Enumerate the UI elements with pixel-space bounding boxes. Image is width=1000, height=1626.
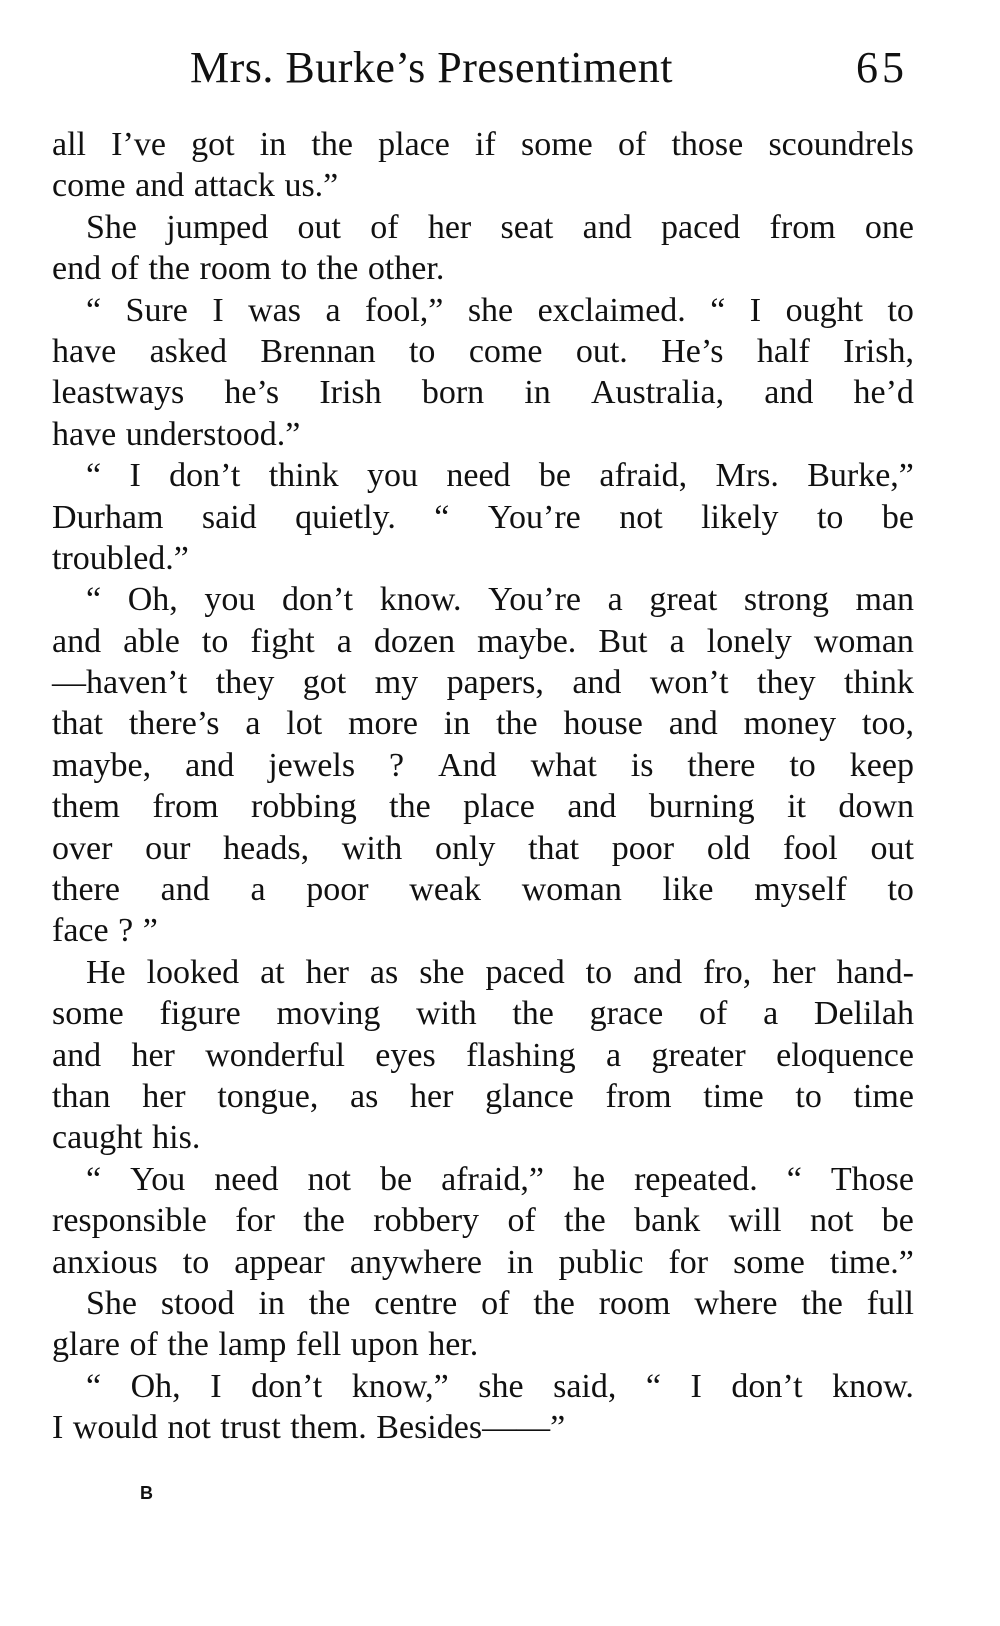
text-line: “ I don’t think you need be afraid, Mrs. Burke,”	[86, 457, 914, 495]
text-line: She stood in the centre of the room where the full	[86, 1284, 914, 1322]
text-line: He looked at her as she paced to and fro, her hand-	[86, 953, 914, 991]
text-line: that there’s a lot more in the house and money too,	[52, 705, 914, 743]
page-header	[0, 42, 1000, 102]
text-line: come and attack us.”	[52, 167, 339, 205]
text-line: there and a poor weak woman like myself to	[52, 871, 914, 909]
text-line: and her wonderful eyes flashing a greater eloquence	[52, 1036, 914, 1074]
text-line: have understood.”	[52, 415, 301, 453]
page-number: 65	[856, 43, 908, 92]
text-line: face ? ”	[52, 912, 158, 950]
text-line: responsible for the robbery of the bank will not be	[52, 1202, 914, 1240]
text-line: than her tongue, as her glance from time to time	[52, 1077, 914, 1115]
text-line: and able to fight a dozen maybe. But a lonely woman	[52, 622, 914, 660]
body-text	[52, 124, 914, 1449]
text-line: —haven’t they got my papers, and won’t they think	[52, 664, 914, 702]
text-line: caught his.	[52, 1119, 201, 1157]
text-line: maybe, and jewels ? And what is there to keep	[52, 746, 914, 784]
text-line: I would not trust them. Besides——”	[52, 1409, 566, 1447]
text-line: glare of the lamp fell upon her.	[52, 1326, 479, 1364]
text-line: have asked Brennan to come out. He’s half Irish,	[52, 332, 914, 370]
text-line: over our heads, with only that poor old fool out	[52, 829, 914, 867]
running-title: Mrs. Burke’s Presentiment	[190, 43, 674, 92]
text-line: “ Sure I was a fool,” she exclaimed. “ I ought to	[86, 291, 914, 329]
text-line: all I’ve got in the place if some of those scoundrels	[52, 126, 914, 163]
text-line: troubled.”	[52, 539, 189, 577]
signature-mark: B	[140, 1483, 153, 1503]
text-line: leastways he’s Irish born in Australia, and he’d	[52, 374, 914, 412]
text-line: them from robbing the place and burning it down	[52, 788, 914, 826]
text-line: Durham said quietly. “ You’re not likely to be	[52, 498, 914, 536]
text-line: “ Oh, I don’t know,” she said, “ I don’t know.	[86, 1367, 914, 1405]
text-line: anxious to appear anywhere in public for some time.”	[52, 1243, 914, 1281]
text-line: end of the room to the other.	[52, 250, 445, 288]
text-line: She jumped out of her seat and paced from one	[86, 208, 914, 246]
text-line: “ Oh, you don’t know. You’re a great strong man	[86, 581, 914, 619]
text-line: “ You need not be afraid,” he repeated. “ Those	[86, 1160, 914, 1198]
text-line: some figure moving with the grace of a Delilah	[52, 995, 914, 1033]
